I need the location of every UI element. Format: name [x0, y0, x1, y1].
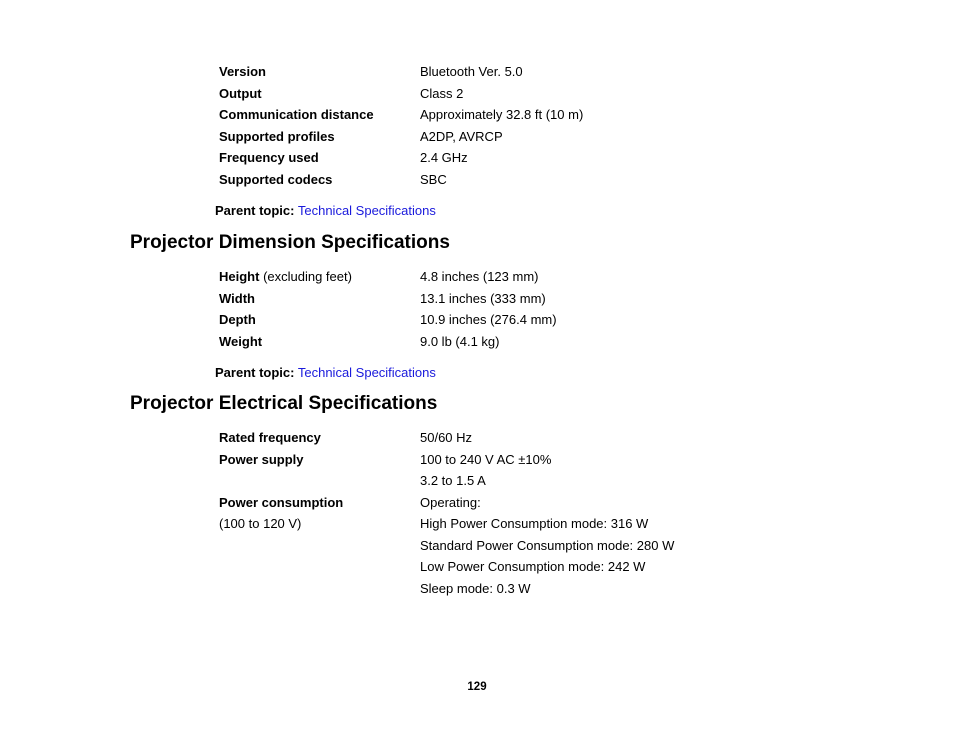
spec-label-note: (excluding feet)	[259, 269, 352, 284]
spec-value: Sleep mode: 0.3 W	[420, 580, 531, 596]
spec-value: High Power Consumption mode: 316 W	[420, 516, 649, 531]
parent-topic-prefix: Parent topic:	[215, 203, 295, 218]
spec-label: Supported profiles	[219, 128, 335, 144]
parent-topic-line	[215, 203, 436, 218]
spec-label: Frequency used	[219, 150, 319, 165]
spec-label: Weight	[219, 333, 263, 349]
technical-specifications-link[interactable]: Technical Specifications	[297, 203, 436, 218]
spec-value: A2DP, AVRCP	[420, 128, 503, 144]
spec-value: Bluetooth Ver. 5.0	[420, 64, 523, 79]
spec-label: (100 to 120 V)	[219, 516, 302, 531]
spec-value: Standard Power Consumption mode: 280 W	[420, 537, 675, 553]
technical-specifications-link[interactable]: Technical Specifications	[297, 365, 436, 380]
spec-label: Power consumption	[219, 494, 344, 510]
spec-label: Depth	[219, 312, 256, 327]
parent-topic-prefix: Parent topic:	[215, 365, 295, 380]
spec-value: 50/60 Hz	[420, 430, 473, 445]
spec-value: 9.0 lb (4.1 kg)	[420, 333, 500, 349]
spec-label	[219, 266, 352, 288]
spec-value: Low Power Consumption mode: 242 W	[420, 559, 646, 574]
spec-label-text: Height	[219, 269, 260, 284]
spec-value: 4.8 inches (123 mm)	[420, 269, 539, 284]
page-number: 129	[467, 681, 487, 693]
spec-value: 100 to 240 V AC ±10%	[420, 451, 552, 467]
spec-value: 2.4 GHz	[420, 150, 468, 165]
spec-value: 13.1 inches (333 mm)	[420, 290, 546, 306]
spec-label: Output	[219, 85, 262, 101]
spec-value: Operating:	[420, 494, 481, 510]
spec-label: Supported codecs	[219, 171, 333, 187]
electrical-section-heading: Projector Electrical Specifications	[130, 393, 438, 414]
dimension-section-heading: Projector Dimension Specifications	[130, 232, 450, 253]
parent-topic-line	[215, 365, 436, 380]
spec-label: Power supply	[219, 451, 304, 467]
spec-value: SBC	[420, 171, 447, 187]
spec-label: Width	[219, 290, 255, 306]
spec-label: Communication distance	[219, 107, 374, 122]
spec-value: 10.9 inches (276.4 mm)	[420, 312, 557, 327]
spec-label: Rated frequency	[219, 430, 321, 445]
spec-value: Class 2	[420, 85, 464, 101]
spec-label: Version	[219, 64, 266, 79]
spec-value: 3.2 to 1.5 A	[420, 473, 486, 488]
spec-value: Approximately 32.8 ft (10 m)	[420, 107, 584, 122]
